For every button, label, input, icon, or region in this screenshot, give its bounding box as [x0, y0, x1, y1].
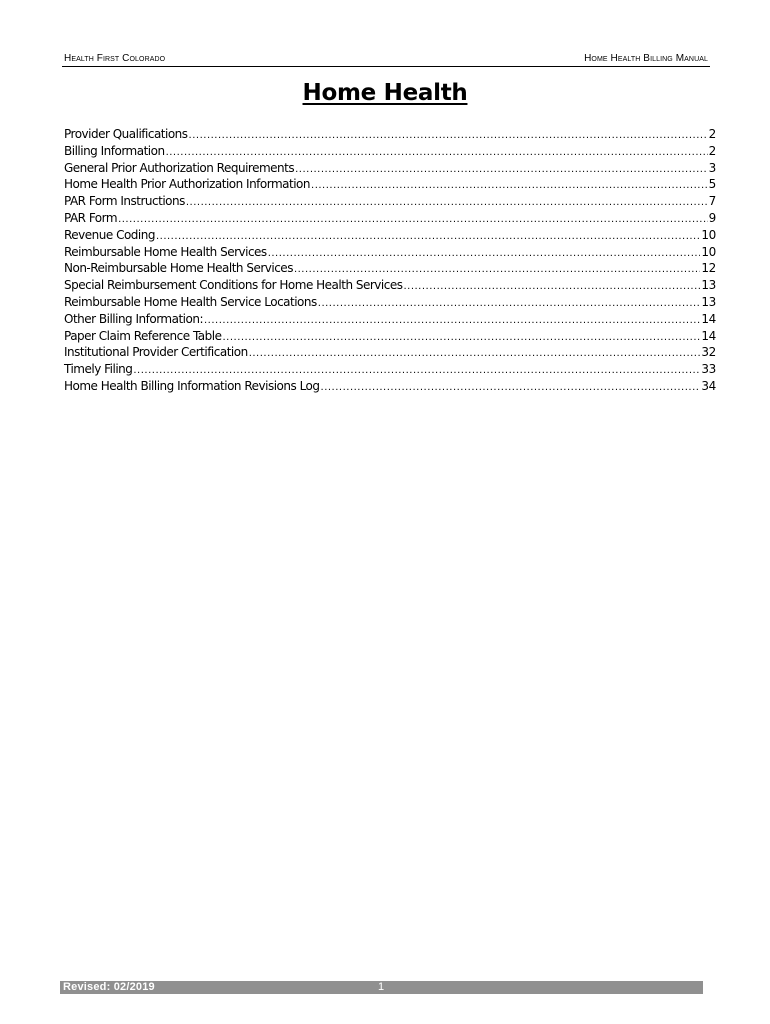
toc-entry[interactable]: [64, 244, 716, 261]
toc-entry-page: 9: [708, 210, 716, 225]
toc-entry-title: Other Billing Information:: [64, 311, 203, 326]
toc-dot-leader: [118, 212, 708, 229]
toc-dot-leader: [204, 313, 700, 330]
toc-entry-title: Non-Reimbursable Home Health Services: [64, 261, 293, 276]
toc-dot-leader: [249, 346, 701, 363]
toc-entry[interactable]: [64, 260, 716, 277]
toc-entry[interactable]: [64, 126, 716, 143]
toc-entry[interactable]: [64, 378, 716, 395]
toc-entry-page: 13: [701, 294, 716, 309]
toc-dot-leader: [222, 330, 700, 347]
page-footer: [60, 981, 703, 994]
toc-entry-title: Home Health Billing Information Revisions Log: [64, 378, 320, 393]
toc-dot-leader: [189, 128, 708, 145]
toc-dot-leader: [321, 380, 701, 397]
toc-dot-leader: [403, 279, 700, 296]
toc-entry[interactable]: [64, 210, 716, 227]
toc-entry-title: Home Health Prior Authorization Information: [64, 177, 311, 192]
revised-date: Revised: 02/2019: [63, 981, 155, 993]
toc-entry-page: 10: [701, 227, 716, 242]
toc-dot-leader: [311, 178, 708, 195]
toc-entry-page: 13: [701, 278, 716, 293]
toc-entry-title: Timely Filing: [64, 362, 133, 377]
toc-entry-title: Paper Claim Reference Table: [64, 328, 222, 343]
toc-entry[interactable]: [64, 227, 716, 244]
toc-entry-title: Special Reimbursement Conditions for Home Health Services: [64, 278, 403, 293]
header-manual-name: Home Health Billing Manual: [584, 53, 708, 64]
toc-entry-page: 12: [701, 261, 716, 276]
toc-entry-title: Reimbursable Home Health Services: [64, 244, 267, 259]
toc-entry-page: 7: [708, 194, 716, 209]
toc-entry-title: PAR Form: [64, 210, 118, 225]
toc-entry[interactable]: [64, 143, 716, 160]
toc-entry[interactable]: [64, 344, 716, 361]
toc-entry-page: 5: [708, 177, 716, 192]
toc-entry-page: 32: [701, 345, 716, 360]
toc-entry-page: 14: [701, 311, 716, 326]
toc-entry[interactable]: [64, 361, 716, 378]
toc-entry-page: 3: [708, 160, 716, 175]
toc-entry[interactable]: [64, 277, 716, 294]
toc-entry-page: 10: [701, 244, 716, 259]
header-organization: Health First Colorado: [64, 53, 166, 64]
document-title: Home Health: [302, 80, 468, 106]
toc-entry-title: PAR Form Instructions: [64, 194, 185, 209]
toc-entry-title: Institutional Provider Certification: [64, 345, 248, 360]
toc-dot-leader: [186, 195, 708, 212]
toc-dot-leader: [318, 296, 701, 313]
toc-entry[interactable]: [64, 294, 716, 311]
toc-entry[interactable]: [64, 328, 716, 345]
toc-entry[interactable]: [64, 176, 716, 193]
toc-entry[interactable]: [64, 193, 716, 210]
toc-dot-leader: [295, 162, 708, 179]
toc-entry-title: Billing Information: [64, 143, 165, 158]
toc-dot-leader: [268, 246, 701, 263]
toc-entry-page: 2: [708, 143, 716, 158]
toc-entry-title: Revenue Coding: [64, 227, 155, 242]
page-header: [62, 52, 710, 67]
toc-entry-page: 2: [708, 127, 716, 141]
toc-entry[interactable]: [64, 311, 716, 328]
toc-entry-page: 33: [701, 362, 716, 377]
toc-entry-title: Provider Qualifications: [64, 127, 188, 141]
toc-entry-page: 14: [701, 328, 716, 343]
toc-entry-title: Reimbursable Home Health Service Locations: [64, 294, 317, 309]
toc-entry[interactable]: [64, 160, 716, 177]
page-number: 1: [378, 981, 385, 993]
toc-entry-page: 34: [701, 378, 716, 393]
table-of-contents: [64, 126, 716, 395]
toc-entry-title: General Prior Authorization Requirements: [64, 160, 295, 175]
